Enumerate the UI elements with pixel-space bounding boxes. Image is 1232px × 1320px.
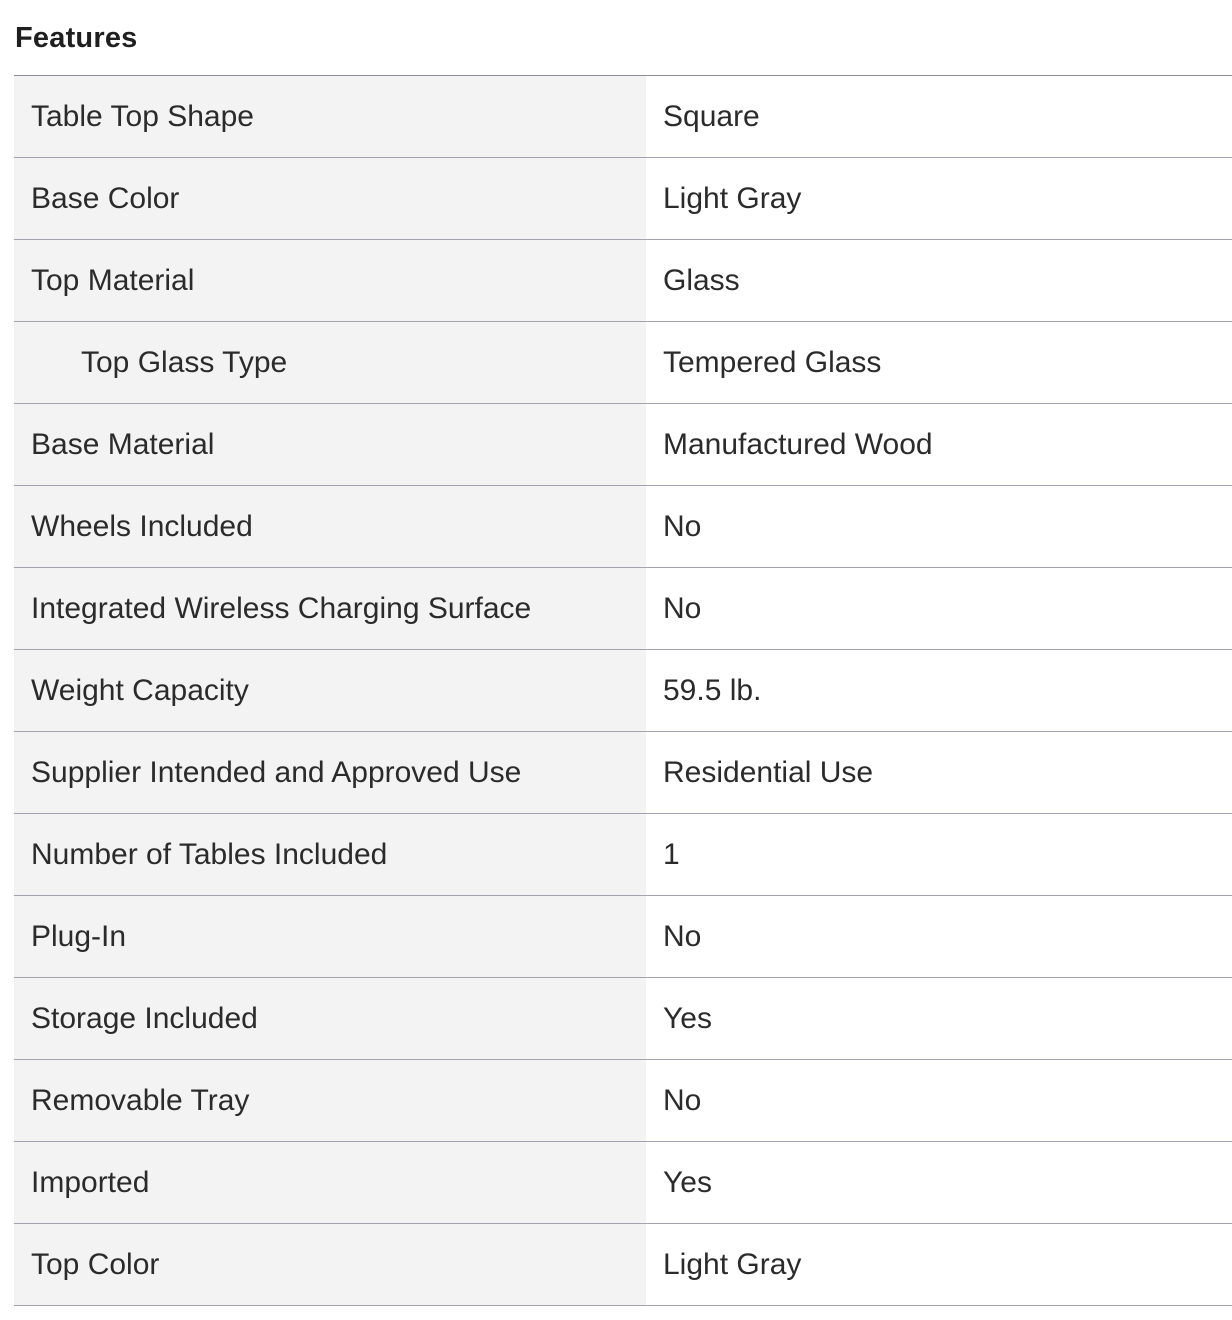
feature-value: Light Gray: [646, 158, 1232, 240]
table-row: [14, 404, 1232, 486]
feature-label: Base Color: [14, 158, 646, 240]
feature-value: No: [646, 896, 1232, 978]
table-row: [14, 486, 1232, 568]
feature-value: Tempered Glass: [646, 322, 1232, 404]
feature-label: Supplier Intended and Approved Use: [14, 732, 646, 814]
feature-label: Top Material: [14, 240, 646, 322]
feature-value: Light Gray: [646, 1224, 1232, 1306]
feature-label: Number of Tables Included: [14, 814, 646, 896]
table-row: [14, 814, 1232, 896]
table-row: [14, 240, 1232, 322]
feature-value: Yes: [646, 1142, 1232, 1224]
feature-label: Table Top Shape: [14, 76, 646, 158]
feature-value: No: [646, 486, 1232, 568]
table-row: [14, 76, 1232, 158]
features-table-body: [14, 76, 1232, 1306]
feature-value: Square: [646, 76, 1232, 158]
feature-label: Weight Capacity: [14, 650, 646, 732]
table-row: [14, 1142, 1232, 1224]
features-table: [14, 75, 1232, 1306]
feature-value: 1: [646, 814, 1232, 896]
table-row: [14, 322, 1232, 404]
feature-label: Storage Included: [14, 978, 646, 1060]
table-row: [14, 732, 1232, 814]
table-row: [14, 896, 1232, 978]
feature-value: No: [646, 568, 1232, 650]
table-row: [14, 978, 1232, 1060]
feature-label: Top Color: [14, 1224, 646, 1306]
feature-value: Residential Use: [646, 732, 1232, 814]
table-row: [14, 1060, 1232, 1142]
table-row: [14, 1224, 1232, 1306]
feature-value: No: [646, 1060, 1232, 1142]
table-row: [14, 568, 1232, 650]
table-row: [14, 158, 1232, 240]
feature-value: Glass: [646, 240, 1232, 322]
feature-label: Imported: [14, 1142, 646, 1224]
table-row: [14, 650, 1232, 732]
feature-value: 59.5 lb.: [646, 650, 1232, 732]
features-heading: Features: [15, 22, 138, 54]
feature-value: Manufactured Wood: [646, 404, 1232, 486]
feature-label-sub: Top Glass Type: [14, 322, 646, 404]
feature-label: Integrated Wireless Charging Surface: [14, 568, 646, 650]
feature-value: Yes: [646, 978, 1232, 1060]
feature-label: Base Material: [14, 404, 646, 486]
feature-label: Removable Tray: [14, 1060, 646, 1142]
feature-label: Plug-In: [14, 896, 646, 978]
feature-label: Wheels Included: [14, 486, 646, 568]
